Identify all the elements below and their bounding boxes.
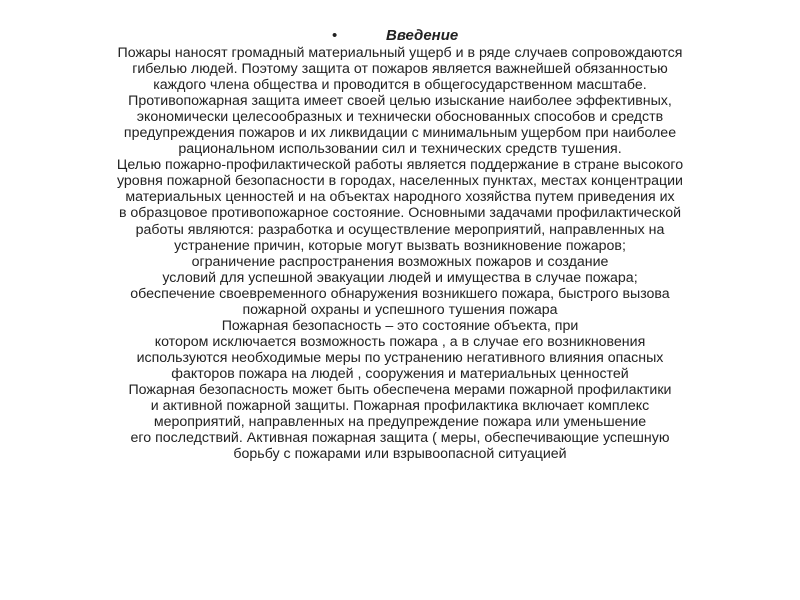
text-line: предупреждения пожаров и их ликвидации с минимальным ущербом при наиболее [123,125,677,142]
text-line: факторов пожара на людей , сооружения и материальных ценностей [171,365,629,382]
text-line: гибелью людей. Поэтому защита от пожаров является важнейшей обязанностью [132,61,668,78]
text-line: Пожарная безопасность может быть обеспечена мерами пожарной профилактики [128,381,672,398]
text-line: мероприятий, направленных на предупреждение пожара или уменьшение [153,414,647,431]
text-line: Пожары наносят громадный материальный ущерб и в ряде случаев сопровождаются [117,45,683,61]
text-line: его последствий. Активная пожарная защита ( меры, обеспечивающие успешную [130,430,670,447]
text-line: обеспечение своевременного обнаружения возникшего пожара, быстрого вызова [130,285,670,302]
text-line: котором исключается возможность пожара , а в случае его возникновения [154,333,646,350]
text-line: рациональном использовании сил и технических средств тушения. [178,141,622,158]
heading-row [0,27,800,45]
text-line: материальных ценностей и на объектах народного хозяйства путем приведения их [125,189,675,206]
text-line: ограничение распространения возможных пожаров и создание [191,253,609,270]
text-line: каждого члена общества и проводится в общегосударственном масштабе. [153,77,647,94]
slide-heading: Введение [386,27,459,44]
text-line: и активной пожарной защиты. Пожарная профилактика включает комплекс [150,398,650,415]
text-line: пожарной охраны и успешного тушения пожара [242,301,558,318]
body-text [40,45,760,462]
text-line: устранение причин, которые могут вызвать возникновение пожаров; [174,237,626,254]
text-line: борьбу с пожарами или взрывоопасной ситуацией [233,446,567,463]
text-line: Пожарная безопасность – это состояние объекта, при [221,317,579,334]
text-line: условий для успешной эвакуации людей и имущества в случае пожара; [162,269,638,286]
text-line: Целью пожарно-профилактической работы является поддержание в стране высокого [116,157,684,174]
text-line: в образцовое противопожарное состояние. Основными задачами профилактической [118,205,682,222]
bullet-icon: • [332,27,338,44]
text-line: используются необходимые меры по устранению негативного влияния опасных [136,349,664,366]
text-line: уровня пожарной безопасности в городах, населенных пунктах, местах концентрации [116,173,683,190]
text-line: экономически целесообразных и технически обоснованных способов и средств [136,109,664,126]
text-line: работы являются: разработка и осуществление мероприятий, направленных на [135,221,665,238]
text-line: Противопожарная защита имеет своей целью изыскание наиболее эффективных, [128,93,672,110]
